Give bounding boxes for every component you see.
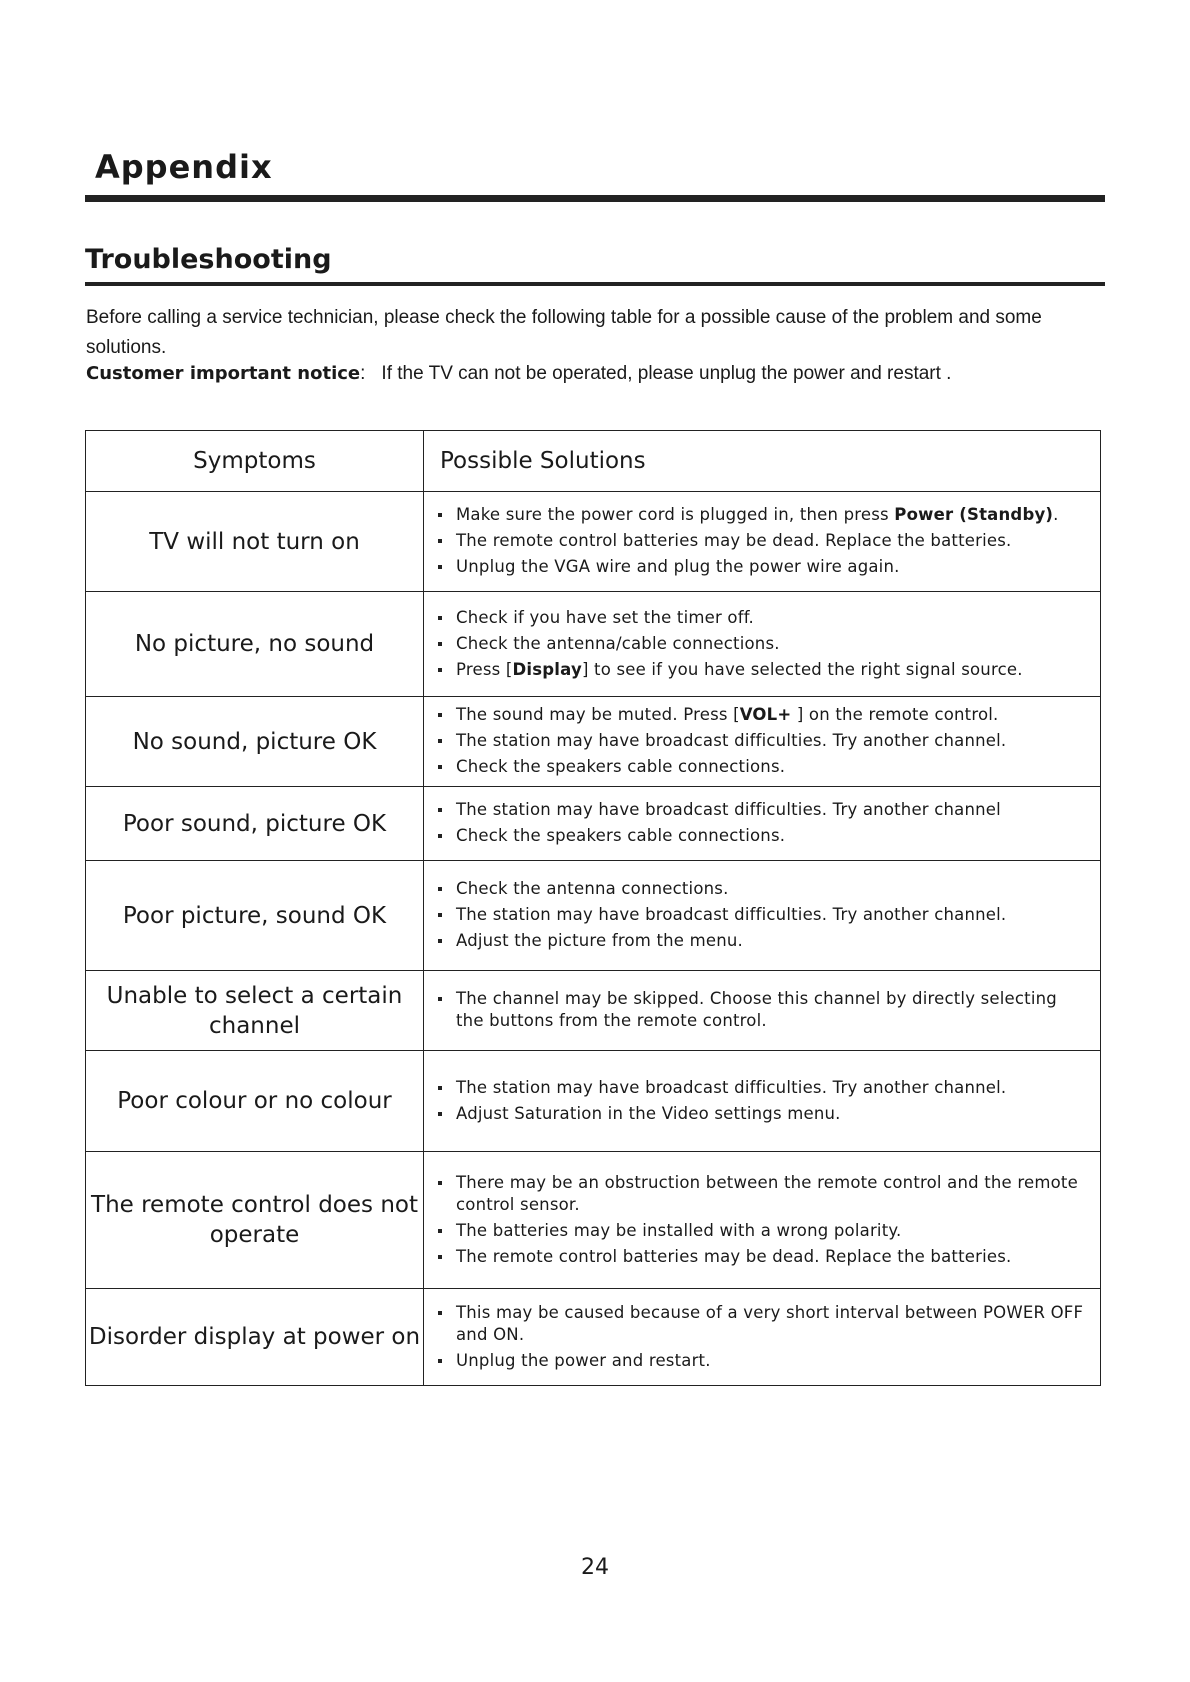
solution-text: This may be caused because of a very short interval between POWER OFF and ON. [456, 1302, 1084, 1344]
table-row [86, 1152, 1101, 1289]
solution-text: The station may have broadcast difficulties. Try another channel. [456, 731, 1007, 750]
solution-list [436, 607, 1090, 681]
symptom-cell: No sound, picture OK [86, 697, 424, 787]
solution-list [436, 504, 1090, 578]
solutions-cell [424, 492, 1101, 592]
table-row [86, 1051, 1101, 1152]
solution-text: The channel may be skipped. Choose this channel by directly selecting the buttons from the remote control. [456, 989, 1057, 1030]
solution-text-end: ] on the remote control. [791, 705, 999, 724]
solution-list [436, 1077, 1090, 1125]
table-header-row [86, 431, 1101, 492]
solutions-header: Possible Solutions [424, 431, 1101, 492]
solution-list [436, 1172, 1090, 1268]
solution-text: The station may have broadcast difficulties. Try another channel. [456, 905, 1007, 924]
solution-item [436, 730, 1090, 752]
solution-item [436, 825, 1090, 847]
solution-item [436, 704, 1090, 726]
solution-item [436, 1103, 1090, 1125]
solution-text: Adjust the picture from the menu. [456, 931, 743, 950]
solution-item [436, 504, 1090, 526]
table-row [86, 697, 1101, 787]
solution-item [436, 756, 1090, 778]
solutions-cell [424, 592, 1101, 697]
solution-list [436, 799, 1090, 847]
solution-text: The station may have broadcast difficulties. Try another channel. [456, 1077, 1007, 1097]
solution-item [436, 607, 1090, 629]
solution-item [436, 530, 1090, 552]
solution-text: Make sure the power cord is plugged in, then press [456, 505, 895, 524]
solution-list [436, 878, 1090, 952]
table-row [86, 492, 1101, 592]
table-row [86, 787, 1101, 861]
solutions-cell [424, 697, 1101, 787]
solution-item [436, 904, 1090, 926]
solution-item [436, 988, 1090, 1032]
page-number: 24 [581, 1555, 609, 1580]
solution-list [436, 988, 1090, 1032]
solution-text: The remote control batteries may be dead. Replace the batteries. [456, 531, 1012, 550]
solution-text: Press [ [456, 659, 513, 679]
solution-text: There may be an obstruction between the remote control and the remote control sensor. [456, 1172, 1078, 1214]
appendix-divider [85, 195, 1105, 202]
solution-text: The batteries may be installed with a wrong polarity. [456, 1220, 902, 1240]
solution-item [436, 799, 1090, 821]
symptom-cell: TV will not turn on [86, 492, 424, 592]
solution-text: Adjust Saturation in the Video settings menu. [456, 1103, 841, 1123]
solutions-cell [424, 1152, 1101, 1289]
solution-text: Check the speakers cable connections. [456, 757, 786, 776]
solution-item [436, 1077, 1090, 1099]
solution-item [436, 556, 1090, 578]
intro-paragraph: Before calling a service technician, please check the following table for a possible cause of the problem and some solutions. [86, 307, 1042, 358]
appendix-title: Appendix [95, 148, 273, 186]
solution-text-end: ] to see if you have selected the right signal source. [581, 659, 1023, 679]
solution-item [436, 1302, 1090, 1346]
notice-text: If the TV can not be operated, please unplug the power and restart . [381, 363, 952, 384]
solution-item [436, 633, 1090, 655]
table-row [86, 861, 1101, 971]
solution-item [436, 1172, 1090, 1216]
solutions-cell [424, 1289, 1101, 1386]
notice-separator: : [360, 363, 366, 384]
symptoms-header: Symptoms [86, 431, 424, 492]
solution-text: Check the antenna connections. [456, 879, 729, 898]
solution-text: The sound may be muted. Press [ [456, 705, 740, 724]
notice-label: Customer important notice [86, 363, 361, 384]
symptom-cell: Disorder display at power on [86, 1289, 424, 1386]
solution-item [436, 1220, 1090, 1242]
solutions-cell [424, 971, 1101, 1051]
troubleshooting-table [85, 430, 1101, 1386]
symptom-cell: Poor picture, sound OK [86, 861, 424, 971]
solutions-cell [424, 1051, 1101, 1152]
solution-list [436, 704, 1090, 778]
symptom-cell: Poor sound, picture OK [86, 787, 424, 861]
solution-text: Check the antenna/cable connections. [456, 633, 780, 653]
symptom-cell: Unable to select a certain channel [86, 971, 424, 1051]
solution-key-term: Display [512, 659, 582, 679]
solution-key-term: VOL+ [739, 705, 792, 724]
solution-text: The remote control batteries may be dead. Replace the batteries. [456, 1246, 1012, 1266]
symptom-cell: No picture, no sound [86, 592, 424, 697]
symptom-cell: Poor colour or no colour [86, 1051, 424, 1152]
solutions-cell [424, 787, 1101, 861]
solution-item [436, 659, 1090, 681]
table-body [86, 492, 1101, 1386]
table-row [86, 1289, 1101, 1386]
solution-text-end: . [1053, 505, 1059, 524]
solution-text: The station may have broadcast difficulties. Try another channel [456, 800, 1001, 819]
solution-text: Check the speakers cable connections. [456, 826, 786, 845]
solution-list [436, 1302, 1090, 1372]
solution-item [436, 1246, 1090, 1268]
table-row [86, 971, 1101, 1051]
solution-item [436, 930, 1090, 952]
solution-text: Unplug the VGA wire and plug the power wire again. [456, 557, 900, 576]
section-divider [85, 282, 1105, 286]
solution-key-term: Power (Standby) [894, 505, 1054, 524]
solution-text: Check if you have set the timer off. [456, 607, 754, 627]
solution-text: Unplug the power and restart. [456, 1350, 711, 1370]
solution-item [436, 1350, 1090, 1372]
solution-item [436, 878, 1090, 900]
table-row [86, 592, 1101, 697]
symptom-cell: The remote control does not operate [86, 1152, 424, 1289]
solutions-cell [424, 861, 1101, 971]
section-title: Troubleshooting [85, 244, 332, 275]
customer-notice [86, 363, 951, 385]
